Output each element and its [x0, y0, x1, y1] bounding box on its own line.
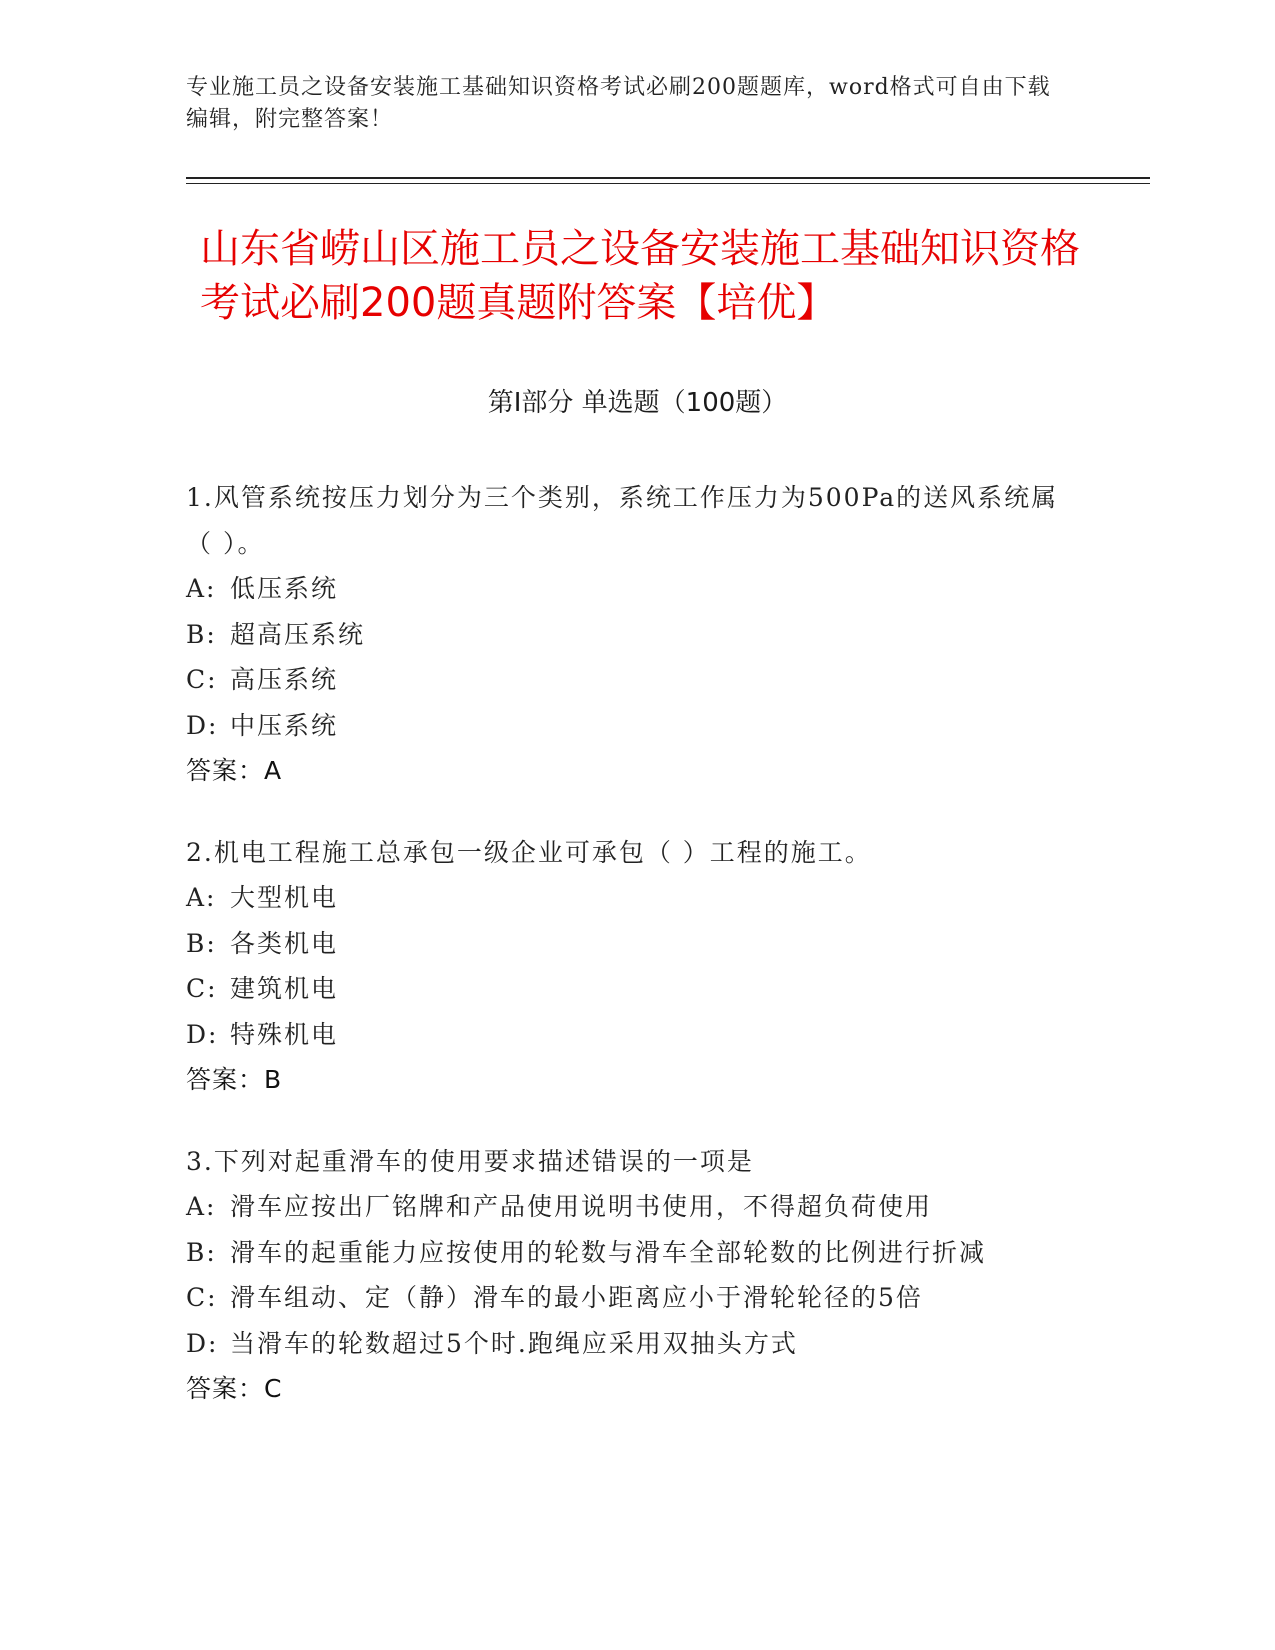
document-title: 山东省崂山区施工员之设备安装施工基础知识资格考试必刷200题真题附答案【培优】	[200, 226, 1080, 326]
option-text: 滑车应按出厂铭牌和产品使用说明书使用，不得超负荷使用	[230, 1192, 933, 1221]
option-letter: C:	[186, 1283, 218, 1312]
option-letter: A:	[186, 883, 217, 912]
option-c	[186, 1275, 1066, 1321]
section-title: 第Ⅰ部分 单选题（100题）	[487, 388, 788, 418]
answer-line: 答案：A	[186, 756, 283, 785]
option-c	[186, 657, 1066, 703]
option-letter: B:	[186, 619, 217, 649]
option-text: 中压系统	[230, 710, 339, 740]
question-3	[186, 1139, 1066, 1412]
option-letter: C:	[186, 974, 218, 1003]
header-note: 专业施工员之设备安装施工基础知识资格考试必刷200题题库，word格式可自由下载编辑，附完整答案！	[186, 75, 1051, 132]
option-letter: B:	[186, 1237, 217, 1267]
question-text: 3.下列对起重滑车的使用要求描述错误的一项是	[186, 1146, 754, 1176]
question-list	[186, 475, 1066, 1448]
option-a	[186, 875, 1066, 921]
question-1	[186, 475, 1066, 794]
option-letter: D:	[186, 1019, 219, 1049]
header-divider-thin	[186, 183, 1150, 184]
option-letter: B:	[186, 928, 217, 958]
option-d	[186, 1321, 1066, 1367]
option-letter: A:	[186, 1192, 217, 1221]
question-text: 1.风管系统按压力划分为三个类别，系统工作压力为500Pa的送风系统属（ ）。	[186, 483, 1059, 558]
option-text: 滑车的起重能力应按使用的轮数与滑车全部轮数的比例进行折减	[230, 1237, 987, 1267]
answer-line: 答案：C	[186, 1374, 283, 1403]
option-c	[186, 966, 1066, 1012]
answer-line: 答案：B	[186, 1065, 283, 1094]
option-letter: C:	[186, 665, 218, 694]
option-text: 高压系统	[230, 665, 339, 694]
option-text: 建筑机电	[230, 974, 339, 1003]
option-text: 大型机电	[230, 883, 339, 912]
option-letter: A:	[186, 574, 217, 603]
header-divider-thick	[186, 177, 1150, 179]
option-d	[186, 1012, 1066, 1058]
option-b	[186, 921, 1066, 967]
option-d	[186, 703, 1066, 749]
question-2	[186, 830, 1066, 1103]
option-text: 超高压系统	[230, 619, 366, 649]
option-text: 各类机电	[230, 928, 339, 958]
option-a	[186, 566, 1066, 612]
option-a	[186, 1184, 1066, 1230]
option-text: 低压系统	[230, 574, 339, 603]
option-text: 特殊机电	[230, 1019, 339, 1049]
option-text: 当滑车的轮数超过5个时.跑绳应采用双抽头方式	[230, 1328, 798, 1358]
option-text: 滑车组动、定（静）滑车的最小距离应小于滑轮轮径的5倍	[230, 1283, 923, 1312]
option-letter: D:	[186, 710, 219, 740]
option-b	[186, 612, 1066, 658]
option-b	[186, 1230, 1066, 1276]
option-letter: D:	[186, 1328, 219, 1358]
question-text: 2.机电工程施工总承包一级企业可承包（ ）工程的施工。	[186, 837, 872, 867]
